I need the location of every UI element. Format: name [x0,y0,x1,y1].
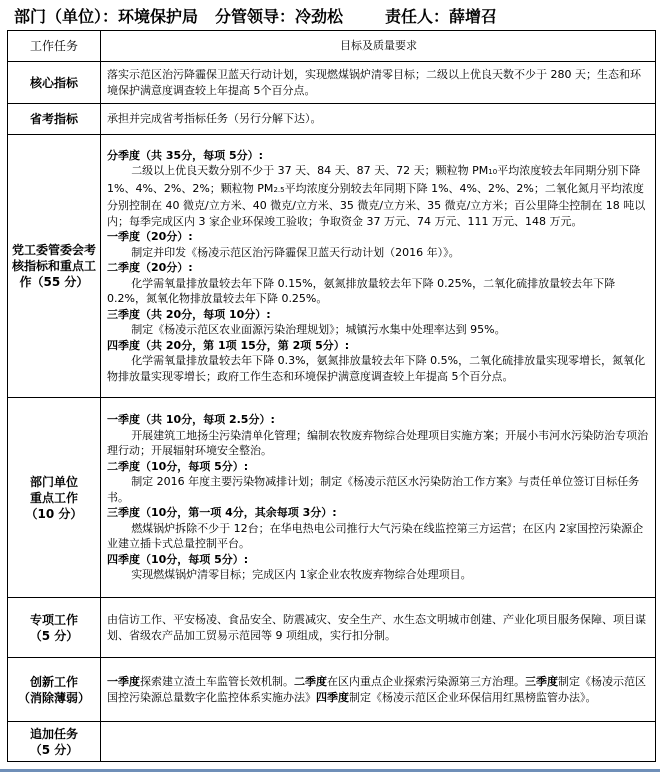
section-body: 制定 2016 年度主要污染物减排计划；制定《杨凌示范区水污染防治工作方案》与责任单位签订目标任务书。 [107,475,640,504]
section-body: 燃煤锅炉拆除不少于 12台；在华电热电公司推行大气污染在线监控第三方运营；在区内 2家国控污染源企业建立插卡式总量控制平台。 [107,521,644,551]
section-body: 开展建筑工地扬尘污染清单化管理；编制农牧废弃物综合处理项目实施方案；开展小韦河水污染防治专项治理行动；开展辐射环境安全整治。 [107,428,649,458]
task-party: 党工委管委会考核指标和重点工作（55 分） [8,135,101,398]
task-special: 专项工作 （5 分） [8,598,101,658]
quarter-label: 四季度 [316,690,349,704]
quarter-label: 一季度 [107,675,140,688]
section-heading: 一季度（共 10分，每项 2.5分）: [107,413,275,427]
requirement-special: 由信访工作、平安杨凌、食品安全、防震减灾、安全生产、水生态文明城市创建、产业化项目服务保障、项目谋划、省级农产品加工贸易示范园等 9 项组成，实行扣分制。 [101,598,656,658]
section-body: 化学需氧量排放量较去年下降 0.15%，氨氮排放量较去年下降 0.25%，二氧化硫排放量较去年下降 0.2%，氮氧化物排放量较去年下降 0.25%。 [107,276,616,306]
quarter-label: 二季度 [294,675,327,688]
requirement-core: 落实示范区治污降霾保卫蓝天行动计划，实现燃煤锅炉清零目标；二级以上优良天数不少于 280 天；生态和环境保护满意度调查较上年提高 5个百分点。 [101,62,656,104]
section-body: 化学需氧量排放量较去年下降 0.3%，氨氮排放量较去年下降 0.5%，二氧化硫排放量实现零增长，氮氧化物排放量实现零增长；政府工作生态和环境保护满意度调查较上年提高 5个百分点。 [107,354,646,383]
responsible-person-label: 责任人：薛增召 [385,7,498,26]
column-header-requirements: 目标及质量要求 [101,31,656,62]
table-row-core [8,62,656,104]
table-row-special [8,598,656,658]
requirement-innovation: 一季度探索建立渣土车监管长效机制。二季度在区内重点企业探索污染源第三方治理。三季度制定《杨凌示范区国控污染源总量数字化监控体系实施办法》四季度制定《杨凌示范区企业环保信用红黑榜监管办法》。 [101,658,656,722]
section-body: 制定并印发《杨凌示范区治污降霾保卫蓝天行动计划（2016 年）》。 [131,245,460,259]
requirement-additional [101,722,656,762]
task-table [7,30,656,762]
requirement-party [101,135,656,398]
requirement-dept [101,398,656,598]
leader-label: 分管领导：冷劲松 [215,7,344,26]
task-innovation: 创新工作 （消除薄弱） [8,658,101,722]
table-row-additional [8,722,656,762]
table-row-innovation [8,658,656,722]
document-header [0,0,660,30]
quarter-label: 三季度 [525,675,558,688]
task-dept: 部门单位 重点工作 （10 分） [8,398,101,598]
section-body: 二级以上优良天数分别不少于 37 天、84 天、87 天、72 天；颗粒物 PM10平均浓度较去年同期分别下降 1%、4%、2%、2%；颗粒物 PM2.5平均浓度分别较去年同期下降 1%、4%、2%、2%；二氧化氮月平均浓度分别控制在 40 微克/立方米、40 微克/立方米、35 微克/立方米、35 微克/立方米；百公里降尘控制在 18 吨以内；每季完成区内 3 家企业环保竣工验收；争取资金 37 万元、74 万元、111 万元、148 万元。 [107,164,646,228]
table-row-provincial [8,104,656,135]
section-heading: 一季度（20分）: [107,230,193,244]
section-heading: 四季度（10分，每项 5分）: [107,552,249,566]
section-heading: 分季度（共 35分，每项 5分）: [107,148,264,162]
department-label: 部门（单位）：环境保护局 [14,7,199,26]
section-body: 制定《杨凌示范区农业面源污染治理规划》；城镇污水集中处理率达到 95%。 [131,323,506,337]
requirement-provincial: 承担并完成省考指标任务（另行分解下达）。 [101,104,656,135]
task-core: 核心指标 [8,62,101,104]
section-heading: 四季度（共 20分，第 1项 15分，第 2项 5分）: [107,338,350,352]
section-heading: 二季度（10分，每项 5分）: [107,459,249,473]
section-heading: 三季度（10分，第一项 4分，其余每项 3分）: [107,506,337,520]
table-header-row [8,31,656,62]
section-body: 实现燃煤锅炉清零目标；完成区内 1家企业农牧废弃物综合处理项目。 [131,568,472,582]
task-additional: 追加任务 （5 分） [8,722,101,762]
table-row-party [8,135,656,398]
table-row-dept [8,398,656,598]
section-heading: 三季度（共 20分，每项 10分）: [107,307,271,321]
task-provincial: 省考指标 [8,104,101,135]
section-heading: 二季度（20分）: [107,261,193,275]
column-header-task: 工作任务 [8,31,101,62]
